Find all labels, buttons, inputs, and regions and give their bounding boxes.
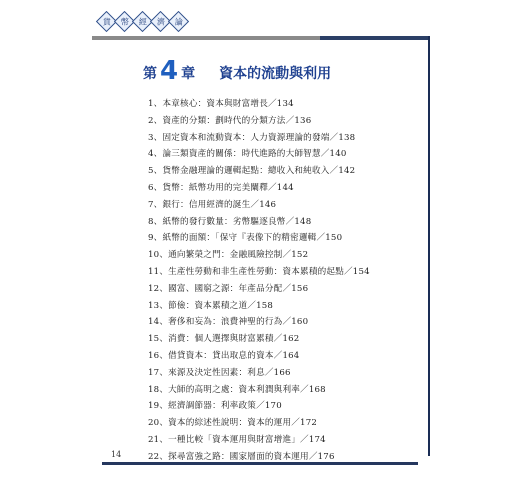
toc-entry-text: 10、通向繁榮之門：金融風險控制／152 xyxy=(148,250,309,261)
toc-entry[interactable] xyxy=(148,264,428,281)
toc-entry-text: 22、探尋富強之路：國家層面的資本運用／176 xyxy=(148,451,335,462)
toc-entry[interactable] xyxy=(148,314,428,331)
series-badge-char: 論 xyxy=(174,17,183,26)
toc-entry[interactable] xyxy=(148,180,428,197)
toc-entry[interactable] xyxy=(148,214,428,231)
toc-entry-text: 8、紙幣的發行數量：劣幣驅逐良幣／148 xyxy=(148,216,312,227)
toc-entry[interactable] xyxy=(148,146,428,163)
toc-entry-text: 15、消費：個人選擇與財富累積／162 xyxy=(148,334,300,345)
toc-entry[interactable] xyxy=(148,197,428,214)
series-badge-char: 貨 xyxy=(102,17,111,26)
toc-entry-text: 16、借貸資本：貸出取息的資本／164 xyxy=(148,350,300,361)
toc-entry-text: 11、生產性勞動和非生產性勞動：資本累積的起點／154 xyxy=(148,266,370,277)
toc-entry[interactable] xyxy=(148,298,428,315)
chapter-title: 資本的流動與利用 xyxy=(219,66,332,82)
toc-entry[interactable] xyxy=(148,96,428,113)
header-rule xyxy=(92,36,430,40)
right-margin-rule xyxy=(428,36,430,456)
toc-entry[interactable] xyxy=(148,348,428,365)
chapter-suffix: 章 xyxy=(181,66,196,82)
table-of-contents xyxy=(148,96,428,466)
footer-rule-bar xyxy=(102,462,418,465)
toc-entry[interactable] xyxy=(148,432,428,449)
toc-entry[interactable] xyxy=(148,415,428,432)
toc-entry-text: 13、節儉：資本累積之道／158 xyxy=(148,300,274,311)
series-badge-char: 經 xyxy=(138,17,147,26)
toc-entry[interactable] xyxy=(148,113,428,130)
footer-rule xyxy=(92,462,430,466)
toc-entry-text: 9、紙幣的面額：「保守『表像下的精密邏輯／150 xyxy=(148,233,343,244)
series-title-badges xyxy=(98,14,187,29)
toc-entry[interactable] xyxy=(148,365,428,382)
toc-entry-text: 21、一種比較「資本運用與財富增進」／174 xyxy=(148,434,326,445)
toc-entry-text: 6、貨幣：紙幣功用的完美闡釋／144 xyxy=(148,182,294,193)
chapter-number: 4 xyxy=(160,56,179,86)
toc-entry[interactable] xyxy=(148,130,428,147)
toc-entry-text: 20、資本的綜述性說明：資本的運用／172 xyxy=(148,418,318,429)
chapter-prefix: 第 xyxy=(143,66,157,82)
toc-entry[interactable] xyxy=(148,247,428,264)
series-badge-char: 濟 xyxy=(156,17,165,26)
toc-entry-text: 12、國富、國窮之源：年產品分配／156 xyxy=(148,283,309,294)
toc-entry-text: 17、來源及決定性因素：利息／166 xyxy=(148,367,291,378)
toc-entry-text: 1、本章核心：資本與財富增長／134 xyxy=(148,99,294,109)
series-badge xyxy=(168,11,189,32)
toc-entry[interactable] xyxy=(148,281,428,298)
header-rule-accent xyxy=(320,36,430,40)
toc-entry[interactable] xyxy=(148,331,428,348)
page-number: 14 xyxy=(111,450,122,459)
toc-entry-text: 3、固定資本和流動資本：人力資源理論的發端／138 xyxy=(148,132,356,143)
toc-entry[interactable] xyxy=(148,163,428,180)
series-badge-char: 幣 xyxy=(120,17,129,26)
toc-entry-text: 2、資產的分類：劃時代的分類方法／136 xyxy=(148,115,312,126)
toc-entry-text: 4、論三類資產的關係：時代進路的大師智慧／140 xyxy=(148,149,347,160)
toc-entry-text: 5、貨幣金融理論的邏輯起點：總收入和純收入／142 xyxy=(148,166,356,177)
toc-entry[interactable] xyxy=(148,398,428,415)
chapter-heading xyxy=(143,56,332,86)
toc-entry-text: 14、奢侈和妄為：浪費神聖的行為／160 xyxy=(148,317,309,328)
toc-entry[interactable] xyxy=(148,382,428,399)
toc-entry-text: 7、銀行：信用經濟的誕生／146 xyxy=(148,199,277,210)
toc-entry-text: 18、大師的高明之處：資本利潤與利率／168 xyxy=(148,384,326,395)
toc-entry[interactable] xyxy=(148,230,428,247)
toc-entry-text: 19、經濟調節器：利率政策／170 xyxy=(148,401,282,412)
